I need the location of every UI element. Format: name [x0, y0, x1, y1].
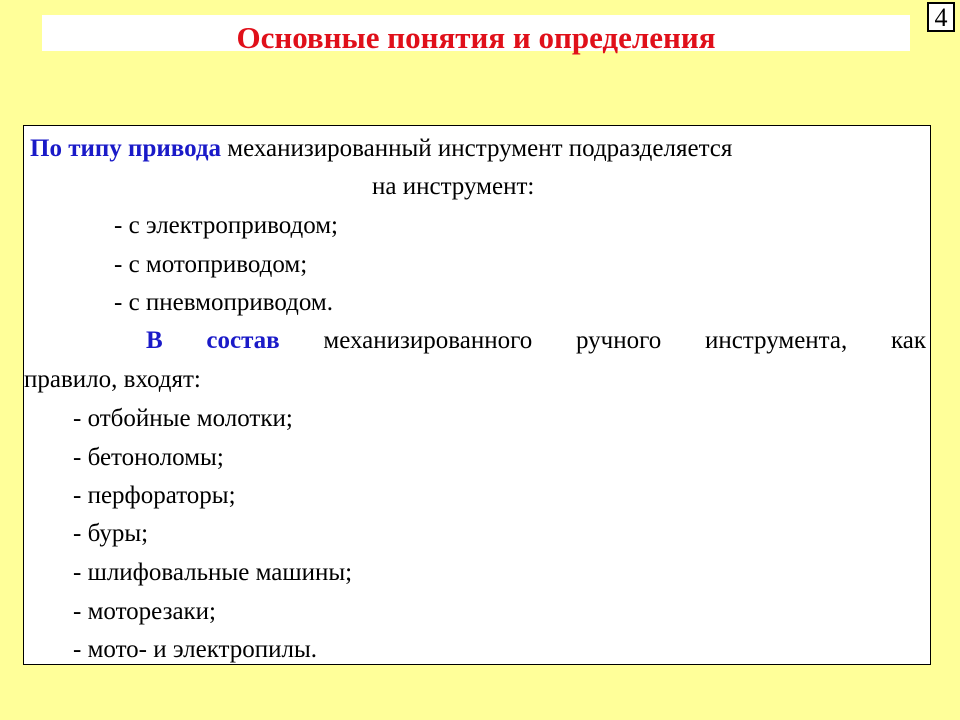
composition-intro-line	[146, 326, 926, 356]
list-item: - бетоноломы;	[73, 444, 224, 471]
list-item: - буры;	[73, 520, 149, 547]
slide-number: 4	[927, 2, 955, 32]
list-item: - моторезаки;	[73, 598, 217, 625]
list-item: - с пневмоприводом.	[114, 289, 333, 316]
drive-intro-line	[30, 134, 732, 164]
list-item: - мото- и электропилы.	[73, 636, 318, 663]
composition-rest: механизированного ручного инструмента, как	[323, 327, 926, 354]
composition-lead: В состав	[146, 327, 280, 354]
title-bar	[42, 15, 910, 55]
drive-cont: на инструмент:	[372, 173, 535, 200]
content-box	[23, 125, 931, 665]
list-item: - шлифовальные машины;	[73, 559, 353, 586]
slide-title: Основные понятия и определения	[236, 20, 716, 55]
drive-rest: механизированный инструмент подразделяется	[227, 135, 733, 162]
list-item: - с электроприводом;	[114, 212, 338, 239]
drive-lead: По типу привода	[30, 135, 222, 162]
list-item: - с мотоприводом;	[114, 251, 308, 278]
list-item: - перфораторы;	[73, 482, 236, 509]
list-item: - отбойные молотки;	[73, 405, 293, 432]
composition-cont: правило, входят:	[24, 366, 201, 393]
